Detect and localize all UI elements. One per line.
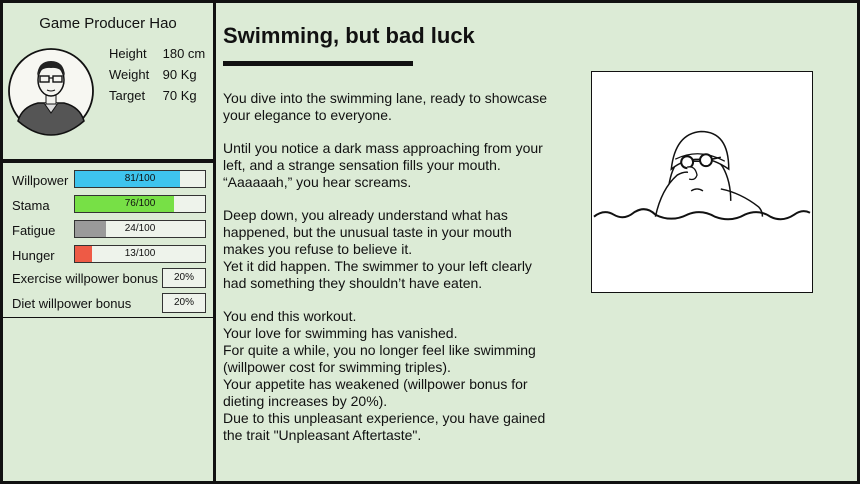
story-paragraph-1: You dive into the swimming lane, ready to showcase your elegance to everyone. [223,90,547,123]
left-empty-panel [0,318,216,484]
fatigue-value: 24/100 [124,223,156,234]
stamina-value: 76/100 [124,198,156,209]
hunger-label: Hunger [12,248,55,263]
fatigue-label: Fatigue [12,223,56,238]
story-line-3b: Yet it did happen. The swimmer to your left clearly had something they shouldn’t have eaten. [223,258,532,291]
event-story [223,90,553,460]
profile-panel [0,0,216,162]
title-underline [223,61,413,66]
event-title: Swimming, but bad luck [223,23,475,48]
swimmer-illustration-icon [591,71,813,293]
story-line-4a: You end this workout. [223,308,357,324]
producer-avatar-icon [6,43,96,139]
target-value: 70 Kg [162,88,197,103]
willpower-label: Willpower [12,173,69,188]
willpower-bar [74,170,206,188]
fatigue-bar [74,220,206,238]
weight-label: Weight [109,67,150,82]
willpower-value: 81/100 [124,173,156,184]
exercise-bonus-label: Exercise willpower bonus [12,271,158,286]
stamina-bar [74,195,206,213]
story-paragraph-2: Until you notice a dark mass approaching from your left, and a strange sensation fills your mouth. “Aaaaaah,” you hear screams. [223,140,543,190]
exercise-bonus-value: 20% [162,268,206,288]
story-line-4d: Your appetite has weakened (willpower bonus for dieting increases by 20%). [223,376,528,409]
height-value: 180 cm [162,46,206,61]
profile-name: Game Producer Hao [39,15,177,32]
diet-bonus-value: 20% [162,293,206,313]
story-line-4b: Your love for swimming has vanished. [223,325,458,341]
event-panel [213,0,860,484]
story-line-3a: Deep down, you already understand what has happened, but the unusual taste in your mouth makes you refuse to believe it. [223,207,512,257]
target-label: Target [109,88,146,103]
story-line-4e: Due to this unpleasant experience, you have gained the trait "Unpleasant Aftertaste". [223,410,546,443]
story-paragraph-4 [223,308,553,444]
hunger-value: 13/100 [124,248,156,259]
story-line-4c: For quite a while, you no longer feel like swimming (willpower cost for swimming triples). [223,342,536,375]
story-paragraph-3 [223,207,553,292]
weight-value: 90 Kg [162,67,197,82]
stamina-label: Stama [12,198,50,213]
weight-stat [109,67,197,82]
diet-bonus-label: Diet willpower bonus [12,296,132,311]
height-label: Height [109,46,147,61]
height-stat [109,46,205,61]
target-stat [109,88,197,103]
stats-panel [0,160,216,320]
hunger-bar [74,245,206,263]
